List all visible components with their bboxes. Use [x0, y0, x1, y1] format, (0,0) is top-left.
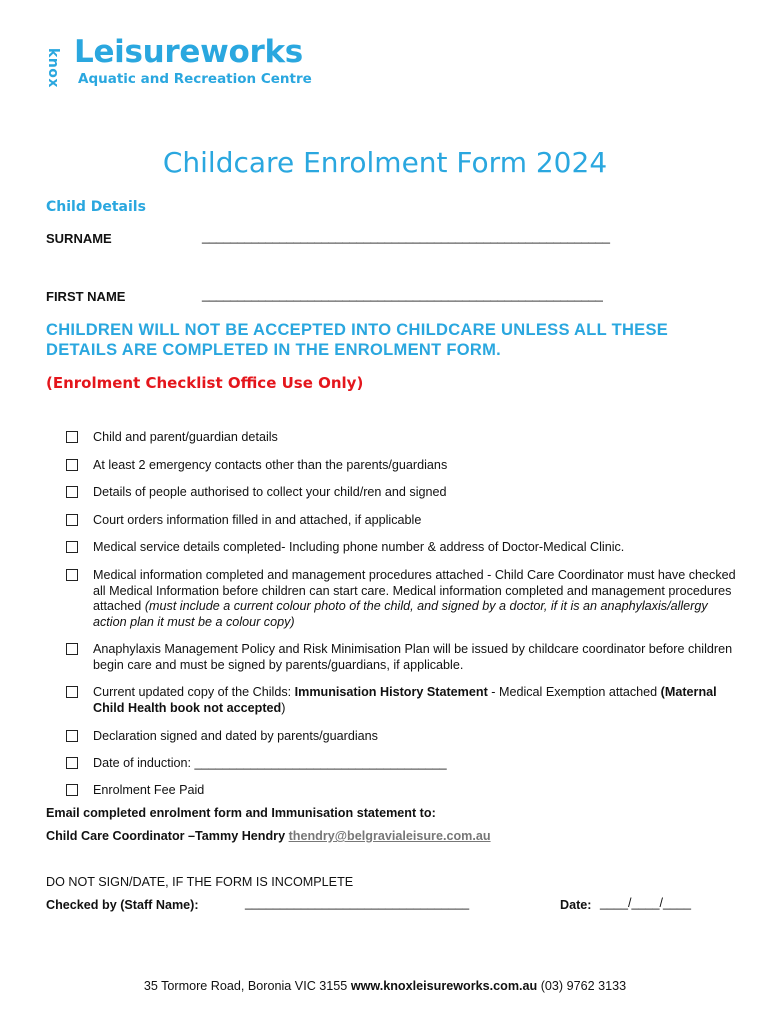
- website-link[interactable]: www.knoxleisureworks.com.au: [350, 979, 538, 993]
- checkbox[interactable]: [66, 569, 78, 581]
- checklist-item[interactable]: Enrolment Fee Paid: [66, 783, 736, 799]
- checkbox[interactable]: [66, 541, 78, 553]
- checkbox[interactable]: [66, 730, 78, 742]
- checklist-item[interactable]: Child and parent/guardian details: [66, 430, 736, 446]
- checklist-item[interactable]: Court orders information filled in and attached, if applicable: [66, 513, 736, 529]
- surname-field[interactable]: __________________________________________________________: [202, 229, 610, 244]
- child-details-heading: Child Details: [46, 199, 146, 215]
- checklist-item[interactable]: Date of induction: ____________________________________: [66, 756, 736, 772]
- email-contact: Child Care Coordinator –Tammy Hendry thendry@belgravialeisure.com.au: [46, 829, 491, 843]
- checkbox[interactable]: [66, 686, 78, 698]
- checkbox[interactable]: [66, 784, 78, 796]
- checkbox[interactable]: [66, 514, 78, 526]
- checklist-item[interactable]: Declaration signed and dated by parents/guardians: [66, 729, 736, 745]
- do-not-sign-notice: DO NOT SIGN/DATE, IF THE FORM IS INCOMPLETE: [46, 875, 354, 889]
- logo-knox: knox: [45, 48, 61, 88]
- checklist-item[interactable]: Anaphylaxis Management Policy and Risk Minimisation Plan will be issued by childcare coordinator before children begin care and must be signed by parents/guardians, if applicable.: [66, 642, 736, 673]
- checkbox[interactable]: [66, 643, 78, 655]
- logo-subtitle: Aquatic and Recreation Centre: [78, 71, 312, 87]
- checkbox[interactable]: [66, 757, 78, 769]
- office-use-heading: (Enrolment Checklist Office Use Only): [46, 374, 364, 392]
- checkbox[interactable]: [66, 431, 78, 443]
- surname-label: SURNAME: [46, 231, 112, 246]
- checklist-item[interactable]: Medical service details completed- Including phone number & address of Doctor-Medical Clinic.: [66, 540, 736, 556]
- enrolment-warning: CHILDREN WILL NOT BE ACCEPTED INTO CHILDCARE UNLESS ALL THESE DETAILS ARE COMPLETED IN THE ENROLMENT FORM.: [46, 321, 669, 359]
- page-title: Childcare Enrolment Form 2024: [162, 146, 608, 179]
- checklist-item[interactable]: Medical information completed and management procedures attached - Child Care Coordinator must have checked all Medical Information before children can start care. Medical information completed and management procedures attached (must include a current colour photo of the child, and signed by a doctor, if it is an anaphylaxis/allergy action plan it must be a colour copy): [66, 568, 736, 630]
- checkbox[interactable]: [66, 486, 78, 498]
- email-link[interactable]: thendry@belgravialeisure.com.au: [288, 829, 491, 843]
- checklist-item[interactable]: Current updated copy of the Childs: Immunisation History Statement - Medical Exemption attached (Maternal Child Health book not accepted): [66, 685, 736, 716]
- logo-brand: Leisureworks: [74, 34, 303, 70]
- checklist-item[interactable]: At least 2 emergency contacts other than the parents/guardians: [66, 458, 736, 474]
- date-field[interactable]: ____/____/____: [600, 896, 692, 910]
- checklist-item[interactable]: Details of people authorised to collect your child/ren and signed: [66, 485, 736, 501]
- footer: 35 Tormore Road, Boronia VIC 3155 www.knoxleisureworks.com.au (03) 9762 3133: [143, 979, 627, 993]
- checked-by-label: Checked by (Staff Name):: [46, 898, 199, 912]
- date-label: Date:: [560, 898, 592, 912]
- firstname-label: FIRST NAME: [46, 289, 126, 304]
- email-instruction: Email completed enrolment form and Immunisation statement to:: [46, 806, 436, 820]
- firstname-field[interactable]: _________________________________________________________: [202, 287, 603, 302]
- staff-name-field[interactable]: ________________________________: [245, 896, 470, 910]
- checkbox[interactable]: [66, 459, 78, 471]
